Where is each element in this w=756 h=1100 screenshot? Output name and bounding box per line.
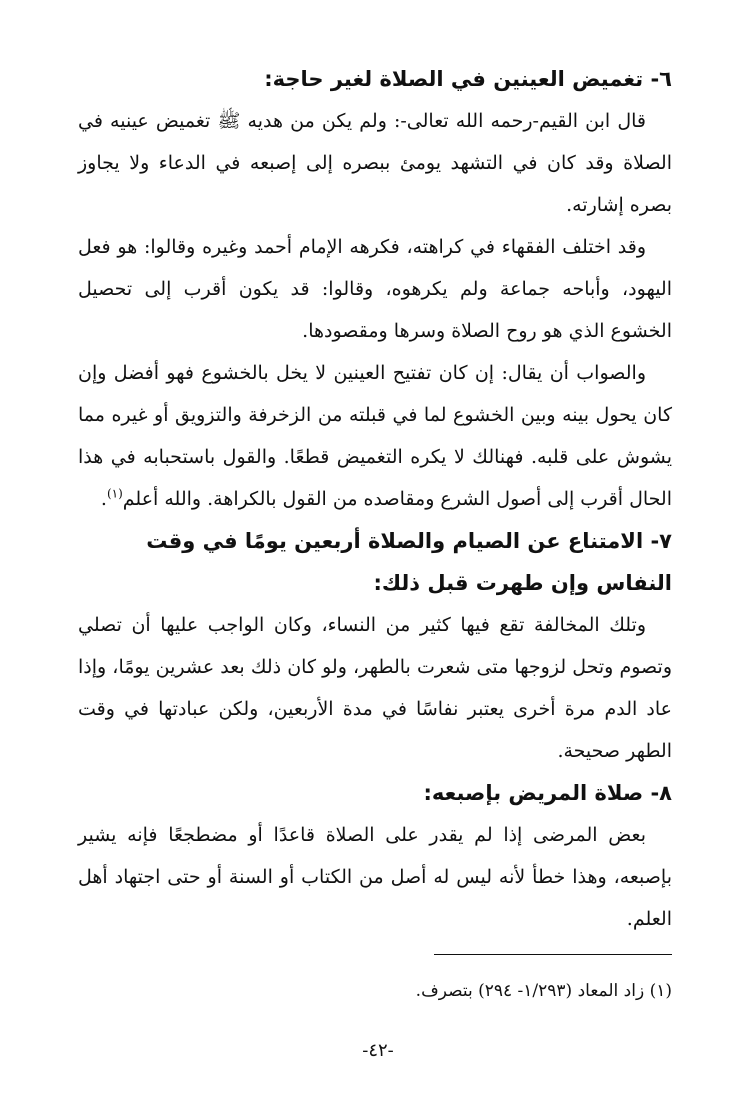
- footnote: (١) زاد المعاد (١/٢٩٣- ٢٩٤) بتصرف.: [415, 981, 672, 1001]
- section-heading-7: ٧- الامتناع عن الصيام والصلاة أربعين يومًا في وقت النفاس وإن طهرت قبل ذلك:: [146, 529, 672, 595]
- paragraph-6-2: وقد اختلف الفقهاء في كراهته، فكرهه الإمام أحمد وغيره وقالوا: هو فعل اليهود، وأباحه جماعة ولم يكرهوه، وقالوا: قد يكون أقرب إلى تحصيل الخشوع الذي هو روح الصلاة وسرها ومقصودها.: [78, 236, 672, 342]
- paragraph-6-1: قال ابن القيم-رحمه الله تعالى-: ولم يكن من هديه ﷺ تغميض عينيه في الصلاة وقد كان في التشهد يومئ ببصره إلى إصبعه في الدعاء ولا يجاوز بصره إشارته.: [78, 110, 672, 216]
- section-heading-6: ٦- تغميض العينين في الصلاة لغير حاجة:: [264, 67, 672, 91]
- paragraph-7-1: وتلك المخالفة تقع فيها كثير من النساء، وكان الواجب عليها أن تصلي وتصوم وتحل لزوجها متى شعرت بالطهر، ولو كان ذلك بعد عشرين يومًا، وإذا عاد الدم مرة أخرى يعتبر نفاسًا في مدة الأربعين، ولكن عبادتها في وقت الطهر صحيحة.: [78, 614, 672, 762]
- paragraph-6-3-end: .: [100, 488, 107, 510]
- footnote-reference: (١): [106, 486, 123, 501]
- section-heading-8: ٨- صلاة المريض بإصبعه:: [423, 781, 672, 805]
- page-body: [78, 58, 672, 940]
- page-number: -٤٢-: [362, 1040, 394, 1061]
- paragraph-6-3: [78, 352, 672, 520]
- footnote-divider: [434, 954, 672, 955]
- paragraph-8-1: بعض المرضى إذا لم يقدر على الصلاة قاعدًا أو مضطجعًا فإنه يشير بإصبعه، وهذا خطأ لأنه ليس له أصل من الكتاب أو السنة أو حتى اجتهاد أهل العلم.: [78, 824, 672, 930]
- paragraph-6-3-text: والصواب أن يقال: إن كان تفتيح العينين لا يخل بالخشوع فهو أفضل وإن كان يحول بينه وبين الخشوع لما في قبلته من الزخرفة والتزويق أو غيره مما يشوش على قلبه. فهنالك لا يكره التغميض قطعًا. والقول باستحبابه في هذا الحال أقرب إلى أصول الشرع ومقاصده من القول بالكراهة. والله أعلم: [78, 362, 672, 510]
